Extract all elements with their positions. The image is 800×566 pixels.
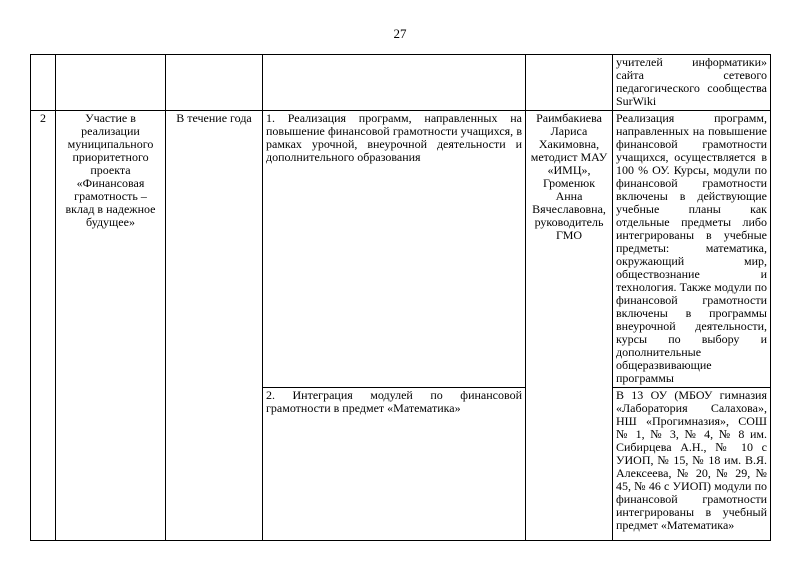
cont-cell-number	[31, 55, 56, 111]
cell-responsible: Раимбакиева Лариса Хакимовна, методист МАУ «ИМЦ», Громенюк Анна Вячеславовна, руководитель ГМО	[526, 111, 613, 541]
cont-cell-activity	[263, 55, 526, 111]
cont-cell-responsible	[526, 55, 613, 111]
cell-result-2: В 13 ОУ (МБОУ гимназия «Лаборатория Салахова», НШ «Прогимназия», СОШ № 1, № 3, № 4, № 8 им. Сибирцева А.Н., № 10 с УИОП, № 15, № 18 им. В.Я. Алексеева, № 20, № 29, № 45, № 46 с УИОП) модули по финансовой грамотности интегрированы в учебный предмет «Математика»	[613, 388, 771, 541]
report-table	[30, 54, 771, 541]
cont-cell-project	[56, 55, 166, 111]
cell-row-number: 2	[31, 111, 56, 541]
page-number: 27	[393, 26, 407, 41]
cell-result-1: Реализация программ, направленных на повышение финансовой грамотности учащихся, осуществляется в 100 % ОУ. Курсы, модули по финансовой грамотности включены в действующие учебные планы как отдельные предметы либо интегрированы в учебные предметы: математика, окружающий мир, обществознание и технология. Также модули по финансовой грамотности включены в программы внеурочной деятельности, курсы по выбору и дополнительные общеразвивающие программы	[613, 111, 771, 388]
cell-activity-2: 2. Интеграция модулей по финансовой грамотности в предмет «Математика»	[263, 388, 526, 541]
cont-cell-result: учителей информатики» сайта сетевого педагогического сообщества SurWiki	[613, 55, 771, 111]
cell-project-name: Участие в реализации муниципального приоритетного проекта «Финансовая грамотность – вклад в надежное будущее»	[56, 111, 166, 541]
cont-cell-period	[166, 55, 263, 111]
cell-activity-1: 1. Реализация программ, направленных на повышение финансовой грамотности учащихся, в рамках урочной, внеурочной деятельности и дополнительного образования	[263, 111, 526, 388]
table-row-continuation	[31, 55, 771, 111]
cell-period: В течение года	[166, 111, 263, 541]
table-row-main	[31, 111, 771, 388]
